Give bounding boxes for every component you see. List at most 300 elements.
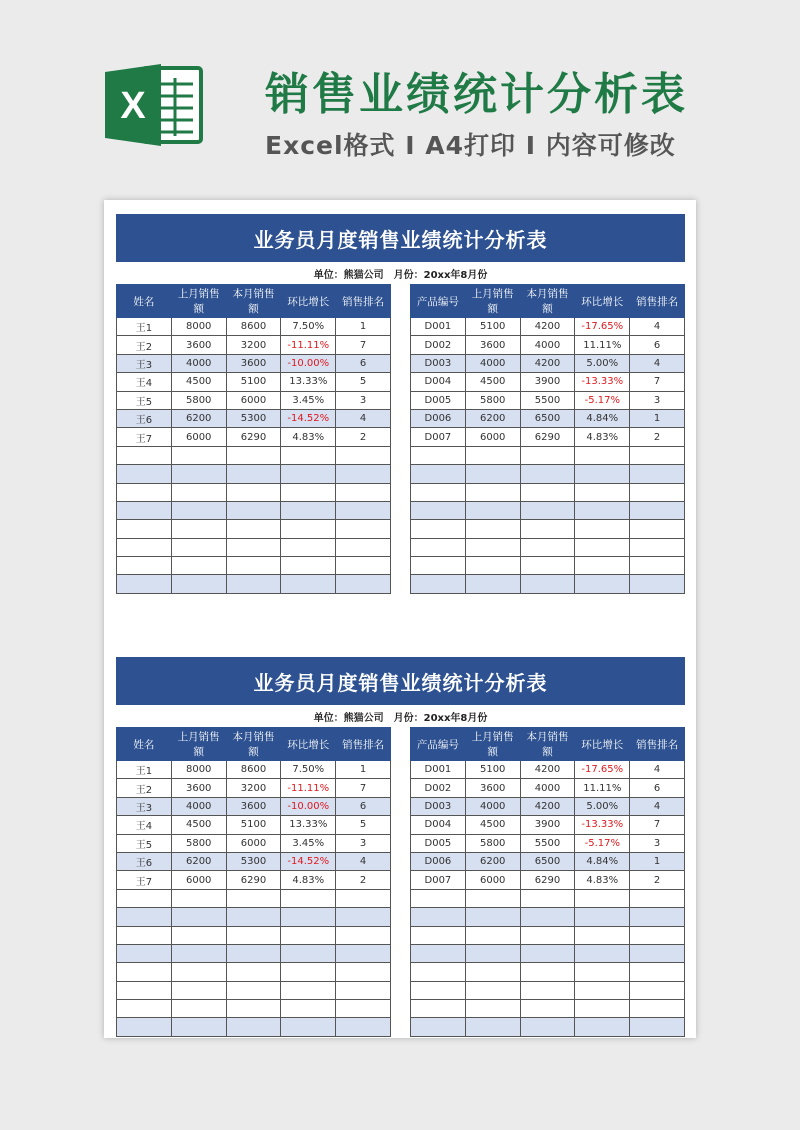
- table-cell: [575, 981, 630, 999]
- table-cell: [336, 981, 391, 999]
- table-row: [411, 557, 685, 575]
- table-cell: [520, 963, 575, 981]
- table-cell: [411, 1000, 466, 1018]
- table-cell: [465, 501, 520, 519]
- table-cell: [117, 1000, 172, 1018]
- table-cell: 5: [336, 373, 391, 391]
- table-cell: [226, 520, 281, 538]
- table-cell: [520, 1018, 575, 1036]
- table-cell: 4.83%: [575, 871, 630, 889]
- table-cell: 王3: [117, 354, 172, 372]
- table-row: [117, 889, 391, 907]
- column-header: 环比增长: [575, 285, 630, 318]
- table-cell: [281, 446, 336, 464]
- table-cell: [630, 538, 685, 556]
- table-cell: 11.11%: [575, 336, 630, 354]
- table-row: [117, 963, 391, 981]
- table-cell: 3900: [520, 373, 575, 391]
- table-row: [411, 852, 685, 870]
- table-row: [411, 779, 685, 797]
- table-cell: [336, 944, 391, 962]
- table-cell: [520, 538, 575, 556]
- table-cell: 3600: [171, 779, 226, 797]
- page-header: [0, 0, 800, 190]
- table-cell: [575, 538, 630, 556]
- table-cell: 6500: [520, 852, 575, 870]
- table-cell: [117, 501, 172, 519]
- tables-row: [116, 284, 685, 594]
- table-cell: 7: [630, 816, 685, 834]
- column-header: 销售排名: [336, 728, 391, 761]
- table-cell: [336, 575, 391, 593]
- table-cell: [575, 1018, 630, 1036]
- table-cell: [575, 908, 630, 926]
- table-cell: D003: [411, 797, 466, 815]
- table-cell: 4: [630, 797, 685, 815]
- table-row: [117, 926, 391, 944]
- table-cell: [117, 963, 172, 981]
- table-cell: 王4: [117, 373, 172, 391]
- table-row: [411, 354, 685, 372]
- table-cell: [465, 538, 520, 556]
- table-cell: 8600: [226, 761, 281, 779]
- table-cell: 5100: [226, 373, 281, 391]
- table-row: [117, 908, 391, 926]
- table-row: [117, 373, 391, 391]
- table-cell: [226, 557, 281, 575]
- table-cell: [520, 575, 575, 593]
- table-cell: 5800: [171, 834, 226, 852]
- table-cell: 5300: [226, 409, 281, 427]
- table-row: [117, 538, 391, 556]
- table-cell: [411, 446, 466, 464]
- table-cell: [117, 981, 172, 999]
- table-row: [117, 1000, 391, 1018]
- table-header-row: [411, 285, 685, 318]
- table-row: [117, 354, 391, 372]
- table-cell: 王5: [117, 834, 172, 852]
- table-cell: 6290: [520, 871, 575, 889]
- column-header: 环比增长: [281, 728, 336, 761]
- table-cell: [520, 520, 575, 538]
- table-cell: [520, 483, 575, 501]
- column-header: 销售排名: [336, 285, 391, 318]
- table-row: [117, 520, 391, 538]
- table-row: [117, 816, 391, 834]
- table-cell: 5.00%: [575, 354, 630, 372]
- table-cell: 5500: [520, 834, 575, 852]
- table-cell: [226, 446, 281, 464]
- table-cell: 6200: [465, 409, 520, 427]
- column-header: 上月销售额: [171, 285, 226, 318]
- table-cell: [465, 483, 520, 501]
- table-cell: [575, 446, 630, 464]
- table-row: [117, 428, 391, 446]
- table-cell: [630, 501, 685, 519]
- table-cell: D003: [411, 354, 466, 372]
- column-header: 本月销售额: [520, 728, 575, 761]
- table-cell: [575, 557, 630, 575]
- table-cell: 4500: [171, 816, 226, 834]
- table-row: [117, 409, 391, 427]
- table-cell: [117, 520, 172, 538]
- table-cell: [520, 944, 575, 962]
- table-cell: -13.33%: [575, 816, 630, 834]
- table-cell: 7: [630, 373, 685, 391]
- table-cell: 6200: [171, 409, 226, 427]
- table-cell: [281, 557, 336, 575]
- table-cell: [171, 501, 226, 519]
- table-cell: [281, 981, 336, 999]
- table-cell: D001: [411, 318, 466, 336]
- table-cell: [575, 944, 630, 962]
- table-cell: 4000: [465, 354, 520, 372]
- table-cell: [281, 538, 336, 556]
- table-row: [117, 1018, 391, 1036]
- table-cell: 3600: [171, 336, 226, 354]
- salesperson-table: [116, 727, 391, 1037]
- table-cell: D007: [411, 871, 466, 889]
- table-cell: [336, 446, 391, 464]
- table-cell: [117, 944, 172, 962]
- column-header: 销售排名: [630, 285, 685, 318]
- table-cell: [281, 483, 336, 501]
- table-cell: [630, 981, 685, 999]
- table-cell: [171, 538, 226, 556]
- table-cell: [117, 483, 172, 501]
- table-cell: 1: [630, 852, 685, 870]
- table-cell: 5300: [226, 852, 281, 870]
- table-cell: D002: [411, 336, 466, 354]
- table-cell: 王7: [117, 871, 172, 889]
- table-cell: 4200: [520, 761, 575, 779]
- table-cell: [630, 963, 685, 981]
- table-row: [117, 446, 391, 464]
- table-row: [411, 409, 685, 427]
- table-cell: 4.83%: [575, 428, 630, 446]
- table-cell: [226, 501, 281, 519]
- table-cell: [336, 538, 391, 556]
- table-cell: -11.11%: [281, 779, 336, 797]
- table-cell: [411, 908, 466, 926]
- table-cell: 6290: [520, 428, 575, 446]
- table-cell: 5100: [226, 816, 281, 834]
- table-cell: [171, 483, 226, 501]
- table-cell: 6000: [465, 871, 520, 889]
- table-cell: [336, 926, 391, 944]
- table-cell: [575, 926, 630, 944]
- table-cell: [630, 520, 685, 538]
- table-cell: [336, 465, 391, 483]
- table-cell: [465, 520, 520, 538]
- table-row: [411, 816, 685, 834]
- table-cell: [575, 465, 630, 483]
- table-row: [117, 465, 391, 483]
- table-cell: [226, 538, 281, 556]
- table-cell: [117, 465, 172, 483]
- table-cell: 4000: [520, 336, 575, 354]
- table-header-row: [117, 728, 391, 761]
- table-cell: 4.84%: [575, 409, 630, 427]
- table-cell: [465, 926, 520, 944]
- table-cell: D004: [411, 816, 466, 834]
- table-cell: [465, 981, 520, 999]
- table-row: [411, 373, 685, 391]
- table-cell: [171, 557, 226, 575]
- table-cell: 4: [630, 354, 685, 372]
- table-row: [411, 981, 685, 999]
- table-cell: 王2: [117, 336, 172, 354]
- table-row: [117, 834, 391, 852]
- table-cell: 4200: [520, 354, 575, 372]
- table-cell: -5.17%: [575, 391, 630, 409]
- table-cell: [281, 575, 336, 593]
- table-cell: 4500: [465, 816, 520, 834]
- month-label: 月份：20xx年8月份: [393, 712, 488, 724]
- table-cell: 王6: [117, 409, 172, 427]
- column-header: 本月销售额: [520, 285, 575, 318]
- table-cell: 王6: [117, 852, 172, 870]
- table-cell: [411, 557, 466, 575]
- table-row: [411, 963, 685, 981]
- column-header: 上月销售额: [171, 728, 226, 761]
- table-cell: [520, 981, 575, 999]
- column-header: 本月销售额: [226, 728, 281, 761]
- table-row: [117, 852, 391, 870]
- table-cell: 5.00%: [575, 797, 630, 815]
- table-cell: [520, 557, 575, 575]
- report-sheet-1: [116, 214, 685, 594]
- table-cell: D006: [411, 852, 466, 870]
- table-cell: 6200: [171, 852, 226, 870]
- table-row: [117, 557, 391, 575]
- table-cell: [171, 981, 226, 999]
- table-cell: [226, 1000, 281, 1018]
- table-row: [411, 538, 685, 556]
- table-cell: [575, 483, 630, 501]
- table-cell: 王3: [117, 797, 172, 815]
- table-row: [411, 483, 685, 501]
- salesperson-table: [116, 284, 391, 594]
- table-cell: [336, 1018, 391, 1036]
- table-row: [411, 761, 685, 779]
- table-cell: D002: [411, 779, 466, 797]
- table-row: [117, 391, 391, 409]
- table-cell: 6200: [465, 852, 520, 870]
- table-cell: -17.65%: [575, 761, 630, 779]
- table-header-row: [411, 728, 685, 761]
- table-row: [411, 336, 685, 354]
- table-cell: [465, 944, 520, 962]
- table-cell: 13.33%: [281, 816, 336, 834]
- table-cell: [520, 1000, 575, 1018]
- column-header: 环比增长: [575, 728, 630, 761]
- table-cell: 4.83%: [281, 871, 336, 889]
- table-cell: D005: [411, 834, 466, 852]
- table-cell: 3: [630, 391, 685, 409]
- table-cell: [171, 908, 226, 926]
- table-cell: D001: [411, 761, 466, 779]
- column-header: 姓名: [117, 285, 172, 318]
- table-row: [411, 318, 685, 336]
- table-cell: 6000: [226, 834, 281, 852]
- table-cell: 王5: [117, 391, 172, 409]
- table-cell: [465, 908, 520, 926]
- table-cell: 4: [630, 318, 685, 336]
- table-cell: [171, 465, 226, 483]
- table-cell: 7: [336, 779, 391, 797]
- table-cell: [281, 889, 336, 907]
- table-cell: -10.00%: [281, 354, 336, 372]
- table-cell: D007: [411, 428, 466, 446]
- table-cell: [226, 944, 281, 962]
- table-cell: -5.17%: [575, 834, 630, 852]
- table-cell: [630, 1000, 685, 1018]
- table-cell: [411, 981, 466, 999]
- product-table: [410, 727, 685, 1037]
- table-cell: [226, 926, 281, 944]
- table-cell: [171, 575, 226, 593]
- table-cell: 5100: [465, 318, 520, 336]
- table-cell: 2: [336, 871, 391, 889]
- column-header: 上月销售额: [465, 728, 520, 761]
- table-cell: [411, 944, 466, 962]
- table-cell: [520, 465, 575, 483]
- table-cell: 6290: [226, 428, 281, 446]
- table-cell: 3: [630, 834, 685, 852]
- table-cell: [171, 1000, 226, 1018]
- table-cell: [411, 520, 466, 538]
- table-row: [411, 1018, 685, 1036]
- column-header: 姓名: [117, 728, 172, 761]
- table-cell: 4: [336, 409, 391, 427]
- table-cell: 6000: [171, 428, 226, 446]
- table-cell: [575, 575, 630, 593]
- table-cell: [336, 963, 391, 981]
- table-cell: [117, 538, 172, 556]
- table-cell: [630, 889, 685, 907]
- table-cell: D005: [411, 391, 466, 409]
- table-cell: [117, 1018, 172, 1036]
- table-cell: [336, 483, 391, 501]
- table-row: [411, 501, 685, 519]
- table-row: [411, 428, 685, 446]
- unit-label: 单位：熊猫公司: [313, 269, 384, 281]
- table-cell: [226, 1018, 281, 1036]
- table-cell: [226, 465, 281, 483]
- table-cell: [630, 926, 685, 944]
- unit-line: [116, 262, 685, 284]
- table-cell: [336, 520, 391, 538]
- table-row: [117, 944, 391, 962]
- column-header: 产品编号: [411, 285, 466, 318]
- report-sheet-2: [116, 657, 685, 1037]
- table-row: [411, 465, 685, 483]
- table-cell: 3900: [520, 816, 575, 834]
- table-cell: [630, 446, 685, 464]
- table-cell: 3600: [465, 336, 520, 354]
- table-row: [411, 926, 685, 944]
- table-cell: 7.50%: [281, 761, 336, 779]
- table-cell: -17.65%: [575, 318, 630, 336]
- table-cell: [465, 446, 520, 464]
- table-cell: [520, 908, 575, 926]
- table-cell: [411, 483, 466, 501]
- table-cell: [336, 889, 391, 907]
- table-cell: [465, 465, 520, 483]
- table-row: [411, 520, 685, 538]
- table-cell: [171, 520, 226, 538]
- table-cell: 5: [336, 816, 391, 834]
- product-table: [410, 284, 685, 594]
- table-cell: [411, 575, 466, 593]
- table-row: [117, 501, 391, 519]
- table-cell: [575, 520, 630, 538]
- tables-row: [116, 727, 685, 1037]
- month-label: 月份：20xx年8月份: [393, 269, 488, 281]
- table-cell: 11.11%: [575, 779, 630, 797]
- table-cell: 6000: [465, 428, 520, 446]
- table-cell: [281, 520, 336, 538]
- table-cell: 4: [336, 852, 391, 870]
- table-cell: -14.52%: [281, 852, 336, 870]
- column-header: 上月销售额: [465, 285, 520, 318]
- table-cell: 5800: [465, 834, 520, 852]
- page-subtitle: Excel格式 I A4打印 I 内容可修改: [265, 131, 676, 160]
- table-cell: 3200: [226, 779, 281, 797]
- table-cell: [630, 465, 685, 483]
- table-cell: [575, 1000, 630, 1018]
- table-cell: [465, 1000, 520, 1018]
- table-cell: 王1: [117, 761, 172, 779]
- sheet-title: 业务员月度销售业绩统计分析表: [116, 657, 685, 705]
- table-cell: 6000: [226, 391, 281, 409]
- table-cell: [520, 446, 575, 464]
- table-cell: 1: [630, 409, 685, 427]
- table-cell: 4000: [171, 354, 226, 372]
- table-cell: 6000: [171, 871, 226, 889]
- table-cell: -13.33%: [575, 373, 630, 391]
- table-cell: [281, 908, 336, 926]
- table-cell: [336, 501, 391, 519]
- table-cell: 4.83%: [281, 428, 336, 446]
- table-row: [117, 318, 391, 336]
- table-cell: 2: [336, 428, 391, 446]
- table-cell: 1: [336, 761, 391, 779]
- table-cell: 6: [336, 354, 391, 372]
- table-cell: [630, 944, 685, 962]
- table-cell: [281, 926, 336, 944]
- table-cell: 7.50%: [281, 318, 336, 336]
- table-cell: D004: [411, 373, 466, 391]
- table-cell: 王7: [117, 428, 172, 446]
- table-cell: [411, 926, 466, 944]
- table-cell: [520, 926, 575, 944]
- table-cell: 5500: [520, 391, 575, 409]
- excel-logo-icon: [103, 60, 213, 150]
- table-header-row: [117, 285, 391, 318]
- table-cell: 13.33%: [281, 373, 336, 391]
- column-header: 产品编号: [411, 728, 466, 761]
- table-cell: [465, 963, 520, 981]
- table-cell: 3: [336, 834, 391, 852]
- table-cell: 3600: [226, 354, 281, 372]
- table-cell: 5800: [465, 391, 520, 409]
- table-cell: 5100: [465, 761, 520, 779]
- table-row: [117, 871, 391, 889]
- table-cell: [117, 889, 172, 907]
- table-cell: [411, 963, 466, 981]
